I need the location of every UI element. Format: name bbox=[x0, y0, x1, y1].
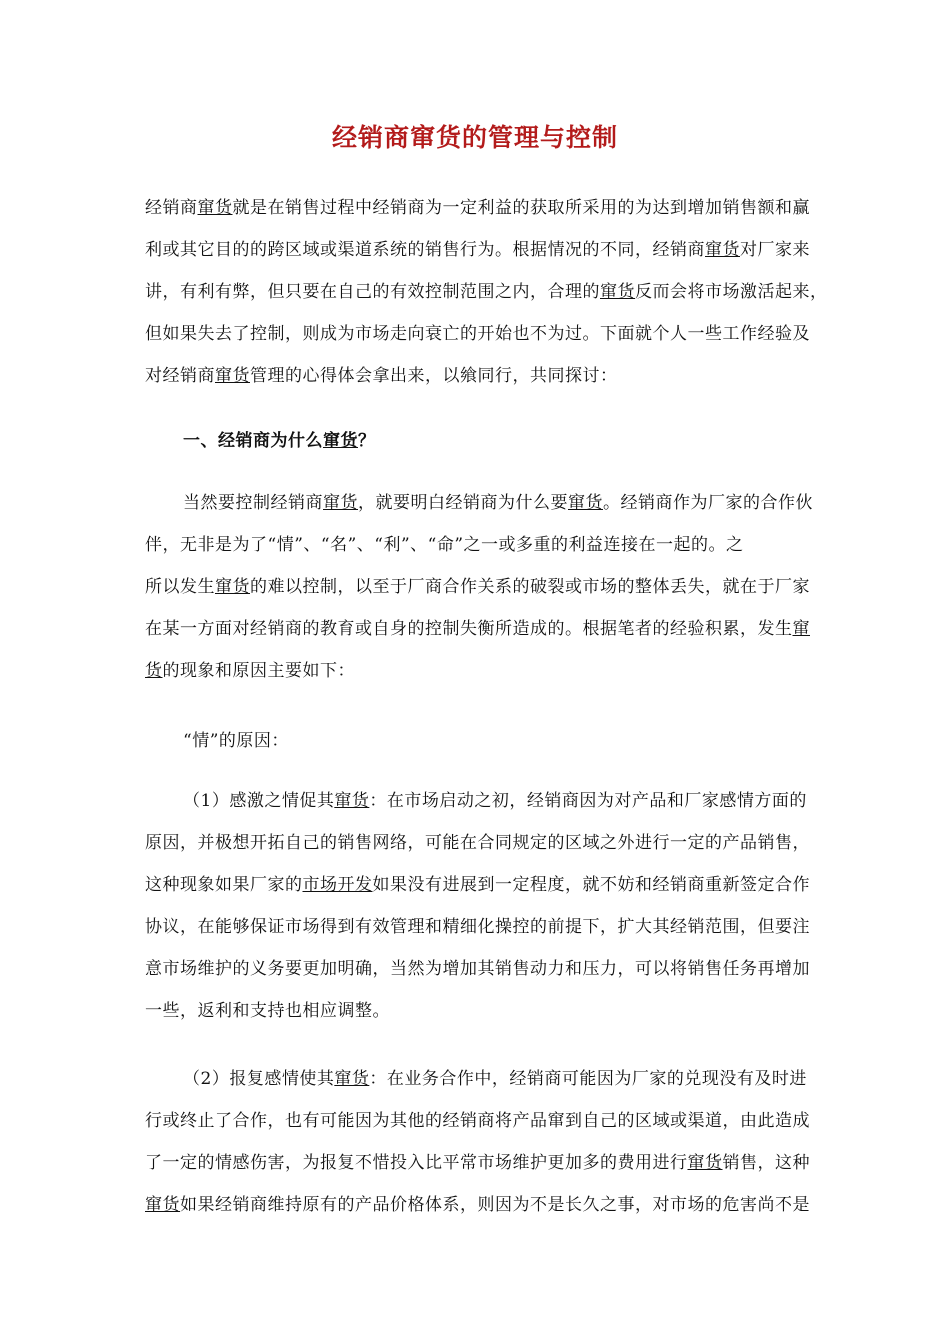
term-link[interactable]: 窜货 bbox=[145, 1195, 180, 1215]
term-link[interactable]: 窜货 bbox=[334, 1069, 370, 1089]
text-line bbox=[145, 906, 875, 948]
text-line bbox=[145, 608, 875, 650]
text-run: 。经销商作为厂家的合作伙 bbox=[603, 493, 813, 513]
text-run: 就是在销售过程中经销商为一定利益的获取所采用的为达到增加销售额和赢 bbox=[232, 198, 810, 218]
text-run: ：在业务合作中，经销商可能因为厂家的兑现没有及时进 bbox=[369, 1069, 807, 1089]
term-link[interactable]: 窜货 bbox=[568, 493, 603, 513]
text-line bbox=[145, 948, 875, 990]
text-line bbox=[145, 780, 875, 822]
text-run: 这种现象如果厂家的 bbox=[145, 875, 303, 895]
text-run: 行或终止了合作，也有可能因为其他的经销商将产品窜到自己的区域或渠道，由此造成 bbox=[145, 1111, 810, 1131]
text-run: 销售，这种 bbox=[722, 1153, 810, 1173]
text-run: ？ bbox=[358, 431, 376, 451]
text-run: 对经销商 bbox=[145, 366, 215, 386]
text-run: 对厂家来 bbox=[740, 240, 810, 260]
text-run: ：在市场启动之初，经销商因为对产品和厂家感情方面的 bbox=[369, 791, 807, 811]
text-line bbox=[145, 1100, 875, 1142]
text-line bbox=[145, 864, 875, 906]
text-run: 意市场维护的义务要更加明确，当然为增加其销售动力和压力，可以将销售任务再增加 bbox=[145, 959, 810, 979]
term-link[interactable]: 窜货 bbox=[197, 198, 233, 218]
text-line bbox=[183, 420, 913, 462]
term-link[interactable]: 窜货 bbox=[323, 431, 358, 451]
text-line: “情”的原因： bbox=[183, 731, 289, 751]
term-link[interactable]: 市场开发 bbox=[302, 875, 373, 895]
text-run: 反而会将市场激活起来， bbox=[635, 282, 828, 302]
text-run: 如果没有进展到一定程度，就不妨和经销商重新签定合作 bbox=[372, 875, 810, 895]
section1-paragraph bbox=[145, 482, 875, 692]
text-run: 伴，无非是为了“情”、“名”、“利”、“命”之一或多重的利益连接在一起的。之 bbox=[145, 535, 744, 555]
term-link[interactable]: 窜货 bbox=[600, 282, 635, 302]
text-line bbox=[145, 229, 875, 271]
text-run: 了一定的情感伤害，为报复不惜投入比平常市场维护更加多的费用进行 bbox=[145, 1153, 688, 1173]
text-run: ，就要明白经销商为什么要 bbox=[358, 493, 568, 513]
text-line bbox=[145, 313, 875, 355]
text-line bbox=[145, 990, 875, 1032]
text-run: 利或其它目的的跨区域或渠道系统的销售行为。根据情况的不同，经销商 bbox=[145, 240, 705, 260]
text-run: （2）报复感情使其 bbox=[183, 1069, 335, 1089]
text-run: 一、经销商为什么 bbox=[183, 431, 323, 451]
text-run: 一些，返利和支持也相应调整。 bbox=[145, 1001, 390, 1021]
item2-paragraph bbox=[145, 1058, 875, 1226]
term-link[interactable]: 窜货 bbox=[215, 577, 250, 597]
section-heading bbox=[183, 420, 913, 462]
text-line bbox=[145, 1184, 875, 1226]
text-run: 当然要控制经销商 bbox=[183, 493, 323, 513]
text-line bbox=[145, 187, 875, 229]
text-line bbox=[145, 1142, 875, 1184]
reason-heading bbox=[183, 720, 913, 762]
text-run: 如果经销商维持原有的产品价格体系，则因为不是长久之事，对市场的危害尚不是 bbox=[180, 1195, 810, 1215]
text-line bbox=[145, 822, 875, 864]
text-run: 协议，在能够保证市场得到有效管理和精细化操控的前提下，扩大其经销范围，但要注 bbox=[145, 917, 810, 937]
document-title: 经销商窜货的管理与控制 bbox=[331, 123, 618, 152]
text-run: 管理的心得体会拿出来，以飨同行，共同探讨： bbox=[250, 366, 618, 386]
term-link[interactable]: 窜货 bbox=[705, 240, 740, 260]
text-run: 所以发生 bbox=[145, 577, 215, 597]
text-run: 的难以控制，以至于厂商合作关系的破裂或市场的整体丢失，就在于厂家 bbox=[250, 577, 810, 597]
term-link[interactable]: 窜货 bbox=[215, 366, 250, 386]
text-line bbox=[145, 1058, 875, 1100]
text-line bbox=[145, 524, 875, 566]
text-line bbox=[145, 650, 875, 692]
text-run: 原因，并极想开拓自己的销售网络，可能在合同规定的区域之外进行一定的产品销售， bbox=[145, 833, 810, 853]
text-line bbox=[145, 271, 875, 313]
intro-paragraph bbox=[145, 187, 875, 397]
item1-paragraph bbox=[145, 780, 875, 1032]
text-run: 经销商 bbox=[145, 198, 198, 218]
text-run: 但如果失去了控制，则成为市场走向衰亡的开始也不为过。下面就个人一些工作经验及 bbox=[145, 324, 810, 344]
term-link[interactable]: 窜货 bbox=[334, 791, 370, 811]
text-run: 在某一方面对经销商的教育或自身的控制失衡所造成的。根据笔者的经验积累，发生 bbox=[145, 619, 793, 639]
term-link[interactable]: 窜 bbox=[792, 619, 810, 639]
text-run: 的现象和原因主要如下： bbox=[162, 661, 355, 681]
text-run: （1）感激之情促其 bbox=[183, 791, 335, 811]
text-line bbox=[145, 566, 875, 608]
term-link[interactable]: 货 bbox=[145, 661, 163, 681]
text-line bbox=[145, 482, 875, 524]
text-run: 讲，有利有弊，但只要在自己的有效控制范围之内，合理的 bbox=[145, 282, 600, 302]
term-link[interactable]: 窜货 bbox=[687, 1153, 723, 1173]
text-line bbox=[145, 355, 875, 397]
term-link[interactable]: 窜货 bbox=[323, 493, 358, 513]
